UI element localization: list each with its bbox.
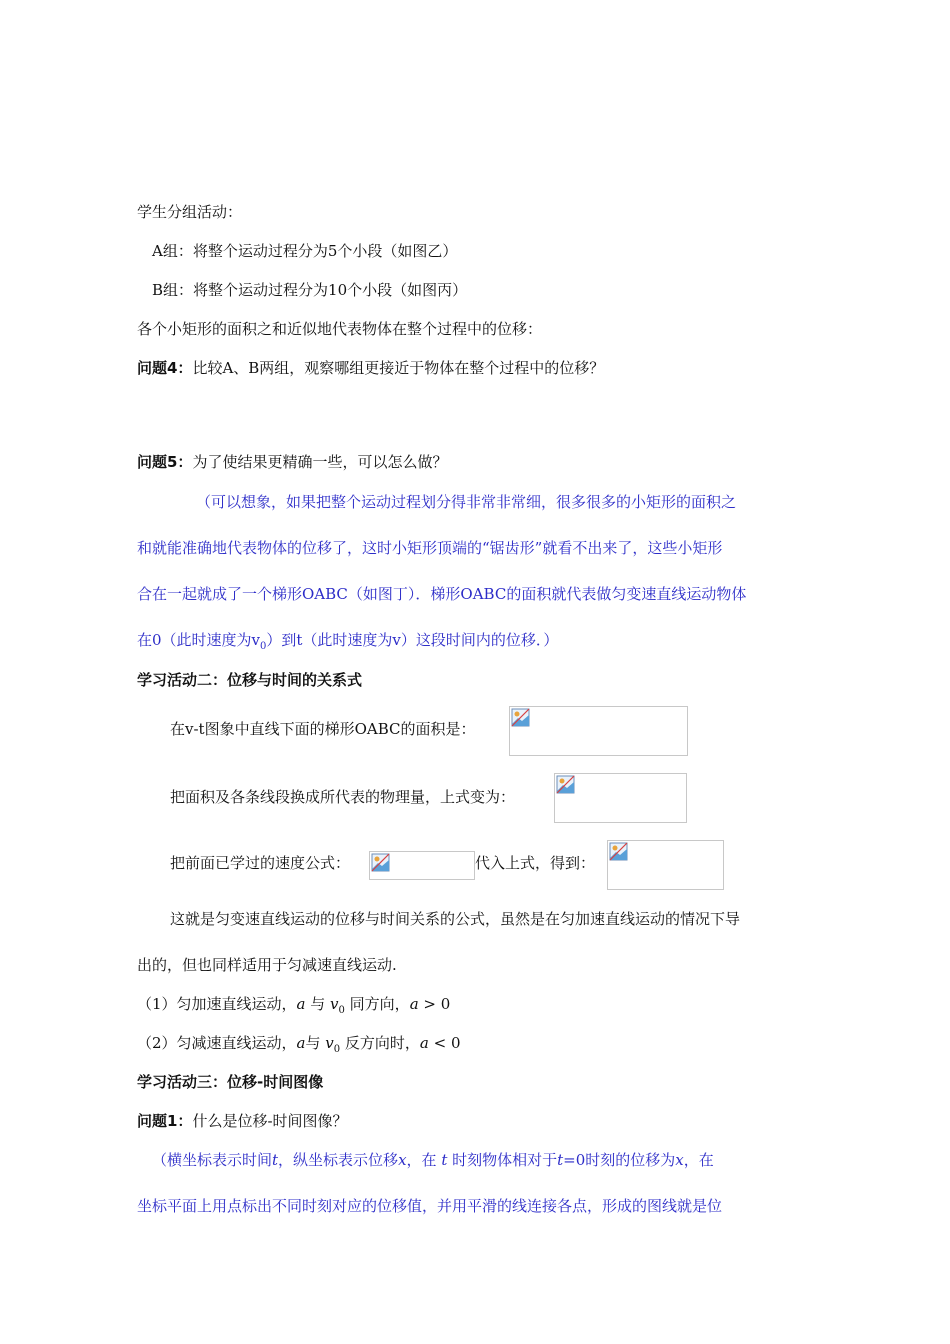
formula-1-text: 在v-t图象中直线下面的梯形OABC的面积是： <box>170 720 476 738</box>
question-4-label: 问题4： <box>137 359 193 377</box>
question-1-label: 问题1： <box>137 1112 193 1130</box>
answer-5-line-1: （可以想象，如果把整个运动过程划分得非常非常细，很多很多的小矩形的面积之 <box>196 493 737 511</box>
formula-1-image <box>509 706 688 756</box>
broken-image-icon <box>371 853 390 872</box>
formula-2-image <box>554 773 687 823</box>
answer-1-line-2: 坐标平面上用点标出不同时刻对应的位移值，并用平滑的线连接各点，形成的图线就是位 <box>137 1197 723 1215</box>
answer-5-line-3: 合在一起就成了一个梯形OABC（如图丁）．梯形OABC的面积就代表做匀变速直线运动物体 <box>137 585 747 603</box>
activity-3-heading: 学习活动三：位移-时间图像 <box>137 1073 324 1091</box>
group-a-text: A组：将整个运动过程分为5个小段（如图乙） <box>152 242 458 260</box>
answer-5-line-2: 和就能准确地代表物体的位移了，这时小矩形顶端的“锯齿形”就看不出来了，这些小矩形 <box>137 539 723 557</box>
question-5-text: 为了使结果更精确一些，可以怎么做？ <box>192 453 448 471</box>
broken-image-icon <box>556 775 575 794</box>
formula-3-image <box>607 840 724 890</box>
activity-2-heading: 学习活动二：位移与时间的关系式 <box>137 671 363 689</box>
rectangle-sum-text: 各个小矩形的面积之和近似地代表物体在整个过程中的位移： <box>137 320 543 338</box>
case-2: （2）匀减速直线运动，a与 $v_0$ 反方向时，a < 0 <box>137 1034 461 1055</box>
formula-3-text-b: 代入上式，得到： <box>475 854 596 872</box>
question-4-text: 比较A、B两组，观察哪组更接近于物体在整个过程中的位移？ <box>192 359 605 377</box>
question-4 <box>137 357 604 379</box>
question-1-text: 什么是位移-时间图像？ <box>192 1112 348 1130</box>
group-activity-heading: 学生分组活动： <box>137 203 243 221</box>
case-1: （1）匀加速直线运动，a 与 $v_0$ 同方向，a > 0 <box>137 995 451 1016</box>
formula-explanation-2: 出的，但也同样适用于匀减速直线运动. <box>137 956 397 974</box>
formula-2-text: 把面积及各条线段换成所代表的物理量，上式变为： <box>170 788 516 806</box>
broken-image-icon <box>511 708 530 727</box>
question-5-label: 问题5： <box>137 453 193 471</box>
formula-3-text-a: 把前面已学过的速度公式： <box>170 854 351 872</box>
question-1 <box>137 1110 348 1132</box>
broken-image-icon <box>609 842 628 861</box>
answer-1-line-1: （横坐标表示时间t，纵坐标表示位移x，在 t 时刻物体相对于t=0时刻的位移为x，在 <box>152 1151 714 1169</box>
velocity-formula-image <box>369 851 475 880</box>
formula-explanation-1: 这就是匀变速直线运动的位移与时间关系的公式，虽然是在匀加速直线运动的情况下导 <box>170 910 741 928</box>
group-b-text: B组：将整个运动过程分为10个小段（如图丙） <box>152 281 468 299</box>
answer-5-line-4: 在0（此时速度为$v_0$）到t（此时速度为v）这段时间内的位移．） <box>137 631 559 652</box>
question-5 <box>137 451 447 473</box>
